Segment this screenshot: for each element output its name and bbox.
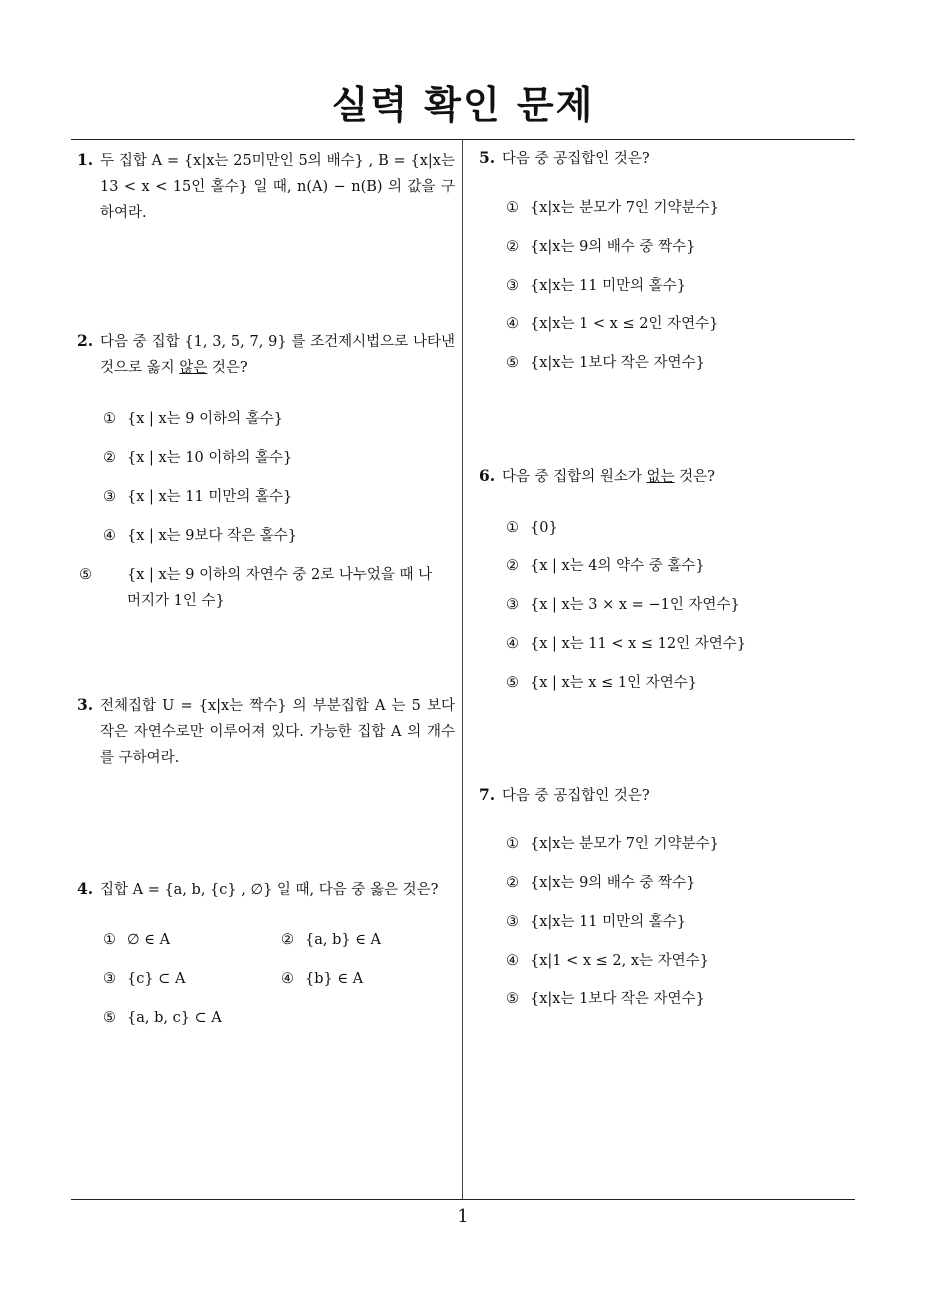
- choice-marker: ④: [281, 971, 294, 987]
- choice-text: {0}: [530, 520, 558, 536]
- question-text: 두 집합 A = {x|x는 25미만인 5의 배수} , B = {x|x는 13 < x < 15인 홀수} 일 때, n(A) − n(B) 의 값을 구하여라.: [100, 153, 455, 221]
- choice-text: {x|x는 분모가 7인 기약분수}: [530, 836, 719, 852]
- choice-6-2: [506, 553, 705, 579]
- choice-text: {x|x는 11 미만의 홀수}: [530, 278, 687, 294]
- choice-marker: ①: [103, 411, 116, 427]
- choice-4-1: [103, 927, 170, 953]
- question-text: 다음 중 집합의 원소가: [502, 469, 647, 485]
- column-divider: [462, 139, 463, 1200]
- choice-text: {x | x는 9보다 작은 홀수}: [127, 528, 298, 544]
- choice-5-2: [506, 234, 695, 260]
- choice-marker: ③: [506, 914, 519, 930]
- choice-text: {x | x는 9 이하의 자연수 중 2로 나누었을 때 나머지가 1인 수}: [127, 567, 433, 609]
- choice-marker: ③: [103, 971, 116, 987]
- question-number: 3.: [77, 695, 94, 714]
- header-rule: [71, 139, 855, 140]
- choice-text: {x | x는 11 < x ≤ 12인 자연수}: [530, 636, 746, 652]
- choice-marker: ⑤: [506, 991, 519, 1007]
- question-2: [77, 328, 455, 381]
- choice-text: {x|1 < x ≤ 2, x는 자연수}: [530, 953, 709, 969]
- choice-6-1: [506, 515, 558, 541]
- choice-marker: ②: [103, 450, 116, 466]
- question-text: 다음 중 공집합인 것은?: [502, 788, 650, 804]
- question-3: [77, 692, 455, 771]
- choice-4-5: [103, 1005, 222, 1031]
- question-number: 6.: [479, 466, 496, 485]
- choice-6-3: [506, 592, 740, 618]
- choice-2-5: [79, 562, 441, 614]
- choice-4-3: [103, 966, 185, 992]
- choice-marker: ②: [506, 875, 519, 891]
- choice-marker: ③: [506, 278, 519, 294]
- choice-marker: ①: [506, 836, 519, 852]
- question-number: 7.: [479, 785, 496, 804]
- footer-rule: [71, 1199, 855, 1200]
- question-emphasis: 없는: [646, 469, 675, 485]
- choice-2-1: [103, 406, 283, 432]
- question-text: 집합 A = {a, b, {c} , ∅} 일 때, 다음 중 옳은 것은?: [100, 882, 439, 898]
- question-text: 다음 중 공집합인 것은?: [502, 151, 650, 167]
- question-text: 다음 중 집합 {1, 3, 5, 7, 9} 를 조건제시법으로 나타낸 것으로 옳지: [100, 334, 455, 376]
- choice-marker: ①: [506, 520, 519, 536]
- choice-text: {x | x는 4의 약수 중 홀수}: [530, 558, 705, 574]
- choice-marker: ④: [506, 953, 519, 969]
- question-number: 2.: [77, 331, 94, 350]
- choice-5-3: [506, 273, 686, 299]
- choice-5-5: [506, 350, 705, 376]
- question-number: 1.: [77, 150, 94, 169]
- question-text-end: 것은?: [207, 360, 248, 376]
- choice-marker: ④: [103, 528, 116, 544]
- choice-text: {x | x는 3 × x = −1인 자연수}: [530, 597, 740, 613]
- choice-7-5: [506, 986, 705, 1012]
- choice-marker: ①: [103, 932, 116, 948]
- choice-text: {x|x는 1 < x ≤ 2인 자연수}: [530, 316, 719, 332]
- choice-5-1: [506, 195, 719, 221]
- choice-4-4: [281, 966, 363, 992]
- choice-text: {x|x는 11 미만의 홀수}: [530, 914, 687, 930]
- page-title: 실력 확인 문제: [331, 83, 595, 127]
- choice-7-1: [506, 831, 719, 857]
- choice-marker: ②: [281, 932, 294, 948]
- choice-text: {c} ⊂ A: [127, 971, 186, 987]
- choice-marker: ②: [506, 558, 519, 574]
- question-number: 4.: [77, 879, 94, 898]
- choice-marker: ②: [506, 239, 519, 255]
- choice-7-4: [506, 948, 709, 974]
- question-1: [77, 147, 455, 226]
- choice-marker: ⑤: [103, 1010, 116, 1026]
- choice-text: {x | x는 x ≤ 1인 자연수}: [530, 675, 697, 691]
- question-emphasis: 않은: [179, 360, 208, 376]
- choice-marker: ③: [506, 597, 519, 613]
- question-text-end: 것은?: [674, 469, 715, 485]
- choice-text: {x|x는 분모가 7인 기약분수}: [530, 200, 719, 216]
- choice-text: {b} ∈ A: [305, 971, 364, 987]
- choice-text: {x | x는 10 이하의 홀수}: [127, 450, 293, 466]
- choice-text: {x|x는 1보다 작은 자연수}: [530, 355, 705, 371]
- choice-marker: ⑤: [506, 675, 519, 691]
- choice-2-4: [103, 523, 297, 549]
- choice-text: {x | x는 11 미만의 홀수}: [127, 489, 293, 505]
- question-text: 전체집합 U = {x|x는 짝수} 의 부분집합 A 는 5 보다 작은 자연수로만 이루어져 있다. 가능한 집합 A 의 개수를 구하여라.: [100, 698, 455, 766]
- choice-text: {x|x는 9의 배수 중 짝수}: [530, 875, 696, 891]
- choice-marker: ⑤: [79, 567, 92, 583]
- question-7: [479, 782, 849, 809]
- choice-marker: ④: [506, 636, 519, 652]
- choice-marker: ③: [103, 489, 116, 505]
- choice-6-5: [506, 670, 697, 696]
- choice-marker: ①: [506, 200, 519, 216]
- choice-text: ∅ ∈ A: [127, 932, 171, 948]
- choice-marker: ④: [506, 316, 519, 332]
- choice-2-2: [103, 445, 292, 471]
- choice-text: {x|x는 9의 배수 중 짝수}: [530, 239, 696, 255]
- question-4: [77, 876, 455, 903]
- choice-text: {a, b, c} ⊂ A: [127, 1010, 222, 1026]
- choice-5-4: [506, 311, 718, 337]
- question-6: [479, 463, 849, 490]
- choice-text: {a, b} ∈ A: [305, 932, 382, 948]
- choice-text: {x | x는 9 이하의 홀수}: [127, 411, 284, 427]
- choice-6-4: [506, 631, 746, 657]
- page-number: 1: [457, 1206, 469, 1227]
- choice-2-3: [103, 484, 292, 510]
- choice-7-3: [506, 909, 686, 935]
- choice-7-2: [506, 870, 695, 896]
- choice-4-2: [281, 927, 381, 953]
- choice-marker: ⑤: [506, 355, 519, 371]
- question-number: 5.: [479, 148, 496, 167]
- question-5: [479, 145, 849, 172]
- choice-text: {x|x는 1보다 작은 자연수}: [530, 991, 705, 1007]
